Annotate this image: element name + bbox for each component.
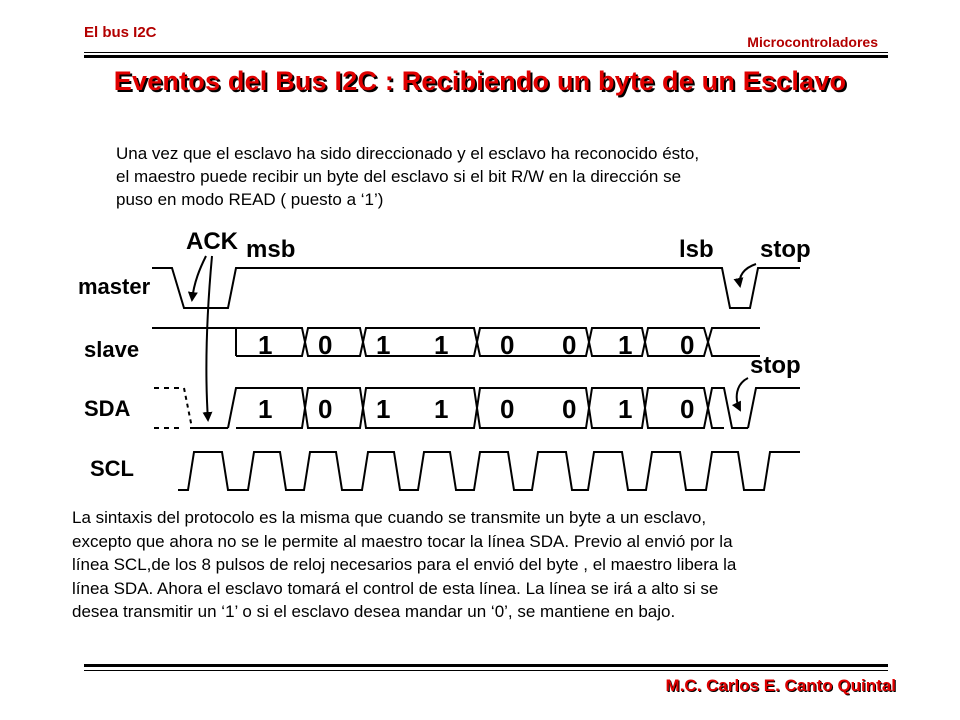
sda-bit: 0 [680,394,695,424]
master-waveform [152,268,800,308]
ack-label: ACK [186,228,238,255]
sda-bit: 1 [376,394,391,424]
sda-bit: 1 [618,394,633,424]
explanation-line: línea SCL,de los 8 pulsos de reloj necesarios para el envió del byte , el maestro libera la [72,555,737,574]
explanation-line: La sintaxis del protocolo es la misma que cuando se transmite un byte a un esclavo, [72,508,707,527]
sda-waveform [154,388,800,428]
stop-arrow-sda [737,378,748,410]
intro-line: puso en modo READ ( puesto a ‘1’) [116,190,384,209]
sda-bit: 0 [500,394,515,424]
explanation-paragraph [72,506,912,624]
msb-label: msb [246,236,296,263]
ack-arrow-sda [206,256,212,420]
slave-bit: 1 [258,330,273,360]
footer-rule-thin [84,670,888,671]
signal-label-scl: SCL [90,456,134,481]
explanation-line: desea transmitir un ‘1’ o si el esclavo desea mandar un ‘0’, se mantiene en bajo. [72,602,676,621]
stop-label-mid: stop [750,352,801,379]
signal-label-slave: slave [84,337,140,362]
stop-label-top: stop [760,236,811,263]
slave-bit: 0 [562,330,577,360]
author-footer: M.C. Carlos E. Canto Quintal [665,676,896,695]
intro-line: Una vez que el esclavo ha sido direccionado y el esclavo ha reconocido ésto, [116,144,700,163]
ack-arrow-master [192,256,206,300]
sda-bit: 1 [434,394,449,424]
scl-waveform [178,452,800,490]
explanation-line: línea SDA. Ahora el esclavo tomará el control de esta línea. La línea se irá a alto si se [72,578,719,598]
sda-bit: 0 [318,394,333,424]
signal-label-sda: SDA [84,396,131,421]
header-left-title: El bus I2C [84,24,157,41]
explanation-line: excepto que ahora no se le permite al maestro tocar la línea SDA. Previo al envió por la [72,531,733,551]
intro-line: el maestro puede recibir un byte del esclavo si el bit R/W en la dirección se [116,167,682,186]
sda-bit: 0 [562,394,577,424]
slave-bit: 1 [618,330,633,360]
sda-bit: 1 [258,394,273,424]
footer-rule-thick [84,664,888,667]
slave-bit: 0 [680,330,695,360]
slide-title: Eventos del Bus I2C : Recibiendo un byte de un Esclavo [113,66,847,96]
slave-bit: 0 [500,330,515,360]
slave-waveform [152,328,760,356]
slave-bit: 1 [376,330,391,360]
signal-label-master: master [78,274,151,299]
slave-bit: 1 [434,330,449,360]
header-right-title: Microcontroladores [747,34,878,50]
lsb-label: lsb [679,236,714,263]
stop-arrow-master [740,264,756,286]
slave-bit: 0 [318,330,333,360]
